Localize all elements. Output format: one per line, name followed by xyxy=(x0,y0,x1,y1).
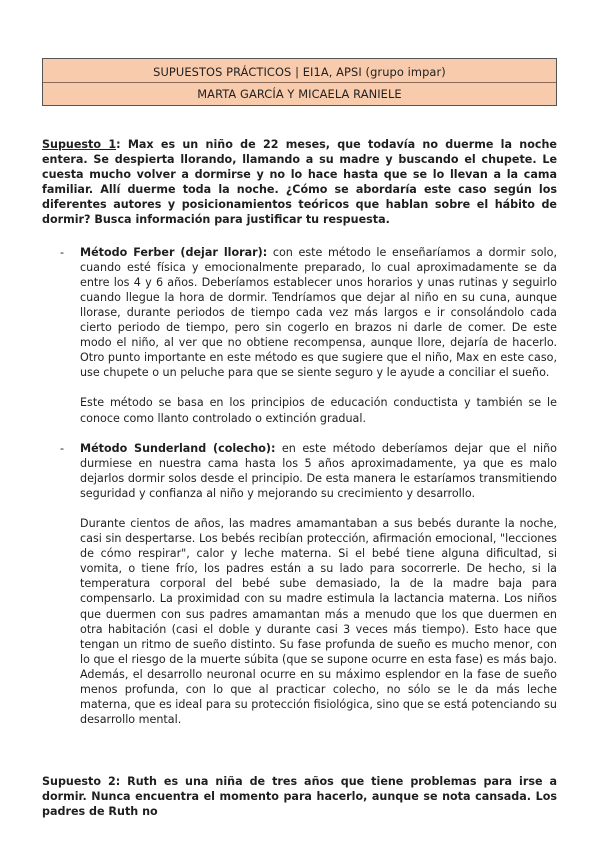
supuesto-2-question: Supuesto 2: Ruth es una niña de tres años que tiene problemas para irse a dormir. Nunca encuentra el momento para hacerlo, aunque se nota cansada. Los padres de Ruth no xyxy=(42,775,557,819)
supuesto-1-text: : Max es un niño de 22 meses, que todavía no duerme la noche entera. Se despierta llorando, llamando a su madre y buscando el chupete. Le cuesta mucho volver a dormirse y no lo hace hasta que se lo llevan a la cama familiar. Allí duerme toda la noche. ¿Cómo se abordaría este caso según los diferentes autores y posicionamientos teóricos que hablan sobre el hábito de dormir? Busca información para justificar tu respuesta. xyxy=(42,138,557,227)
method-sunderland-paragraph xyxy=(80,441,557,501)
method-ferber-text: con este método le enseñaríamos a dormir solo, cuando esté física y emocionalmente preparado, lo cual aproximadamente se da entre los 4 y 6 años. Deberíamos establecer unos horarios y unas rutinas y seguirlo cuando llegue la hora de dormir. Tendríamos que dejar al niño en su cuna, aunque llorase, durante periodos de tiempo cada vez más largos e ir consolándolo cada cierto periodo de tiempo, pero sin cogerlo en brazos ni darle de comer. De este modo el niño, al ver que no obtiene recompensa, aunque llore, dejaría de hacerlo. Otro punto importante en este método es que sugiere que el niño, Max en este caso, use chupete o un peluche para que se siente seguro y le ayude a conciliar el sueño. xyxy=(80,245,558,380)
method-sunderland-term: Método Sunderland (colecho): xyxy=(80,441,276,455)
bullet-dash: - xyxy=(60,245,65,259)
method-ferber-extra: Este método se basa en los principios de educación conductista y también se le conoce como llanto controlado o extinción gradual. xyxy=(80,396,557,425)
header-box xyxy=(42,58,557,106)
method-ferber-term: Método Ferber (dejar llorar): xyxy=(80,245,268,259)
list-item xyxy=(42,245,557,426)
methods-list xyxy=(42,245,557,728)
method-sunderland-text: en este método deberíamos dejar que el niño durmiese en nuestra cama hasta los 5 años aproximadamente, ya que es malo dejarlos dormir solos desde el principio. De esta manera le estaríamos transmitiendo seguridad y confianza al niño y mejorando su crecimiento y desarrollo. xyxy=(80,441,557,500)
supuesto-1-question xyxy=(42,137,557,228)
method-sunderland-extra: Durante cientos de años, las madres amamantaban a sus bebés durante la noche, casi sin despertarse. Los bebés recibían protección, afirmación emocional, "lecciones de cómo respirar", calor y leche materna. Si el bebé tiene alguna dificultad, si vomita, o tiene frío, los padres están a su lado para socorrerle. De hecho, si la temperatura corporal del bebé sube demasiado, la de la madre baja para compensarlo. La proximidad con su madre estimula la lactancia materna. Los niños que duermen con sus padres amamantan más a menudo que los que duermen en otra habitación (casi el doble y durante casi 3 veces más tiempo). Esto hace que tengan un ritmo de sueño distinto. Su fase profunda de sueño es mucho menor, con lo que el riesgo de la muerte súbita (que se supone ocurre en esta fase) es más bajo. Además, el desarrollo neuronal ocurre en su máximo esplendor en la fase de sueño menos profunda, con lo que al practicar colecho, no sólo se le da más leche materna, que es ideal para su protección fisiológica, sino que se está potenciando su desarrollo mental. xyxy=(80,516,557,727)
bullet-dash: - xyxy=(60,441,65,455)
header-divider xyxy=(43,82,556,83)
list-item xyxy=(42,441,557,728)
document-body xyxy=(42,137,557,820)
supuesto-1-label: Supuesto 1 xyxy=(42,138,117,151)
course-title: SUPUESTOS PRÁCTICOS | EI1A, APSI (grupo impar) xyxy=(153,65,446,79)
method-ferber-paragraph xyxy=(80,245,557,381)
authors: MARTA GARCÍA Y MICAELA RANIELE xyxy=(197,87,402,101)
